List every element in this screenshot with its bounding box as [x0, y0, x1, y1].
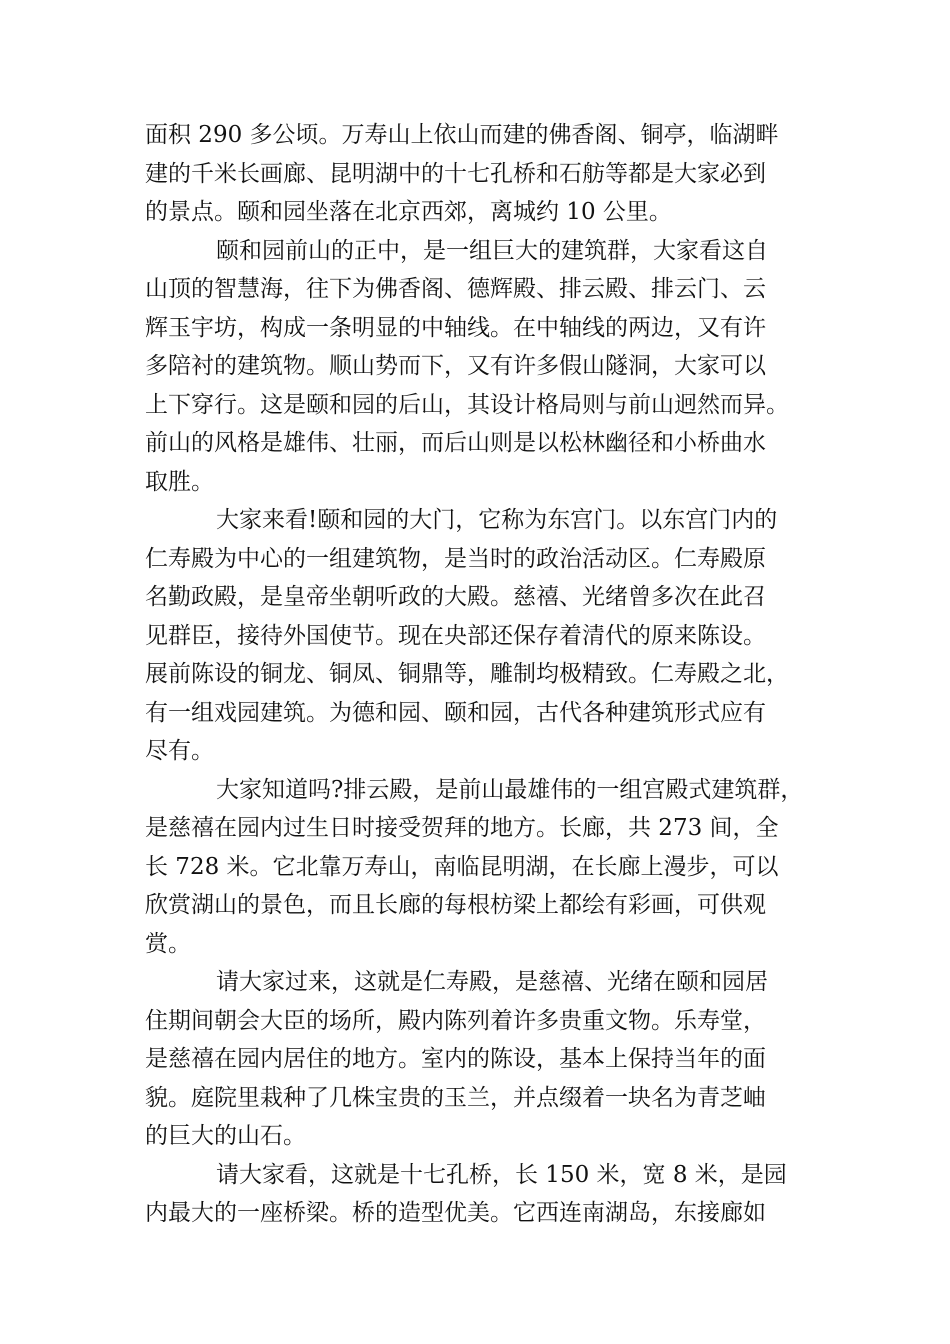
paragraph-seventeen-arch-bridge [145, 1156, 825, 1233]
text-line: 名勤政殿，是皇帝坐朝听政的大殿。慈禧、光绪曾多次在此召 [145, 584, 766, 610]
paragraph-paiyun-hall [145, 771, 825, 964]
text-line: 见群臣，接待外国使节。现在央部还保存着清代的原来陈设。 [145, 622, 766, 649]
text-line: 面积 290 多公顷。万寿山上依山而建的佛香阁、铜亭，临湖畔 [145, 122, 779, 148]
text-line: 取胜。 [145, 468, 214, 495]
paragraph-east-gate [145, 501, 825, 771]
text-line: 的巨大的山石。 [145, 1123, 306, 1149]
text-line: 请大家过来，这就是仁寿殿，是慈禧、光绪在颐和园居 [216, 969, 768, 995]
text-line: 有一组戏园建筑。为德和园、颐和园，古代各种建筑形式应有 [145, 699, 766, 726]
text-line: 是慈禧在园内过生日时接受贺拜的地方。长廊，共 273 间，全 [145, 815, 779, 841]
text-line: 请大家看，这就是十七孔桥，长 150 米，宽 8 米，是园 [216, 1161, 787, 1188]
paragraph-area-intro [145, 116, 825, 232]
text-line: 上下穿行。这是颐和园的后山，其设计格局则与前山迥然而异。 [145, 391, 789, 418]
text-line: 的景点。颐和园坐落在北京西郊，离城约 10 公里。 [145, 199, 672, 225]
text-line: 尽有。 [145, 738, 214, 764]
text-line: 赏。 [145, 930, 191, 957]
text-line: 住期间朝会大臣的场所，殿内陈列着许多贵重文物。乐寿堂， [145, 1007, 766, 1034]
text-line: 长 728 米。它北靠万寿山，南临昆明湖，在长廊上漫步，可以 [145, 853, 779, 880]
paragraph-renshou-hall [145, 963, 825, 1156]
text-line: 展前陈设的铜龙、铜凤、铜鼎等，雕制均极精致。仁寿殿之北， [145, 661, 789, 687]
text-line: 欣赏湖山的景色，而且长廊的每根枋梁上都绘有彩画，可供观 [145, 892, 766, 918]
paragraph-front-hill [145, 232, 825, 502]
text-line: 大家知道吗?排云殿，是前山最雄伟的一组宫殿式建筑群， [216, 776, 804, 803]
body-text [145, 116, 825, 1233]
text-line: 山顶的智慧海，往下为佛香阁、德辉殿、排云殿、排云门、云 [145, 276, 766, 302]
text-line: 内最大的一座桥梁。桥的造型优美。它西连南湖岛，东接廊如 [145, 1200, 766, 1226]
text-line: 前山的风格是雄伟、壮丽，而后山则是以松林幽径和小桥曲水 [145, 430, 766, 456]
text-line: 貌。庭院里栽种了几株宝贵的玉兰，并点缀着一块名为青芝岫 [145, 1084, 766, 1111]
text-line: 多陪衬的建筑物。顺山势而下，又有许多假山隧洞，大家可以 [145, 353, 766, 379]
text-line: 仁寿殿为中心的一组建筑物，是当时的政治活动区。仁寿殿原 [145, 545, 766, 572]
text-line: 建的千米长画廊、昆明湖中的十七孔桥和石舫等都是大家必到 [145, 160, 766, 187]
text-line: 辉玉宇坊，构成一条明显的中轴线。在中轴线的两边，又有许 [145, 314, 766, 341]
text-line: 颐和园前山的正中，是一组巨大的建筑群，大家看这自 [216, 237, 768, 264]
text-line: 是慈禧在园内居住的地方。室内的陈设，基本上保持当年的面 [145, 1046, 766, 1072]
text-line: 大家来看!颐和园的大门，它称为东宫门。以东宫门内的 [216, 507, 778, 533]
